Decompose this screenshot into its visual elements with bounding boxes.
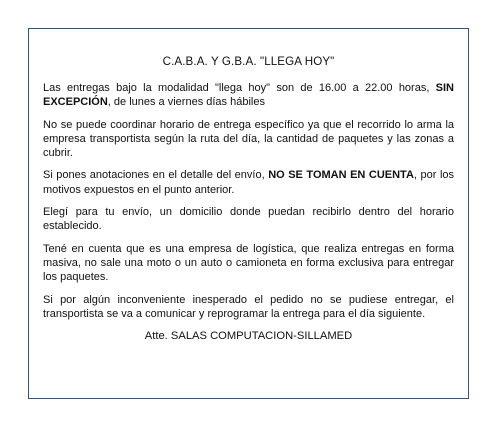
paragraph-text: No se puede coordinar horario de entrega específico ya que el recorrido lo arma la empresa transportista según la ruta del día, la cantidad de paquetes y las zonas a cubrir. [43,118,454,160]
paragraph-text: Si por algún inconveniente inesperado el pedido no se pudiese entregar, el transportista se va a comunicar y reprogramar la entrega para el día siguiente. [43,293,454,320]
paragraph-text: Las entregas bajo la modalidad "llega hoy" son de 16.00 a 22.00 horas, [43,82,436,94]
paragraph-emphasis: SIN EXCEPCIÓN [43,82,454,109]
paragraph-text: , por los motivos expuestos en el punto anterior. [43,169,454,196]
paragraph-no-schedule [43,118,454,161]
paragraph-text: Si pones anotaciones en el detalle del envío, [43,169,269,182]
notice-title: C.A.B.A. Y G.B.A. "LLEGA HOY" [162,55,335,68]
paragraph-text: , de lunes a viernes días hábiles [107,96,265,109]
paragraph-text: Tené en cuenta que es una empresa de logística, que realiza entregas en forma masiva, no sale una moto o un auto o camioneta en forma exclusiva para entregar los paquetes. [43,242,454,284]
signature: Atte. SALAS COMPUTACION-SILLAMED [144,330,353,343]
paragraph-reschedule [43,293,454,322]
paragraph-emphasis: NO SE TOMAN EN CUENTA [268,169,414,182]
paragraph-notes-ignored [43,168,454,197]
paragraph-text: Elegí para tu envío, un domicilio donde puedan recibirlo dentro del horario establecido. [43,206,454,233]
paragraph-address [43,205,454,234]
paragraph-logistics [43,242,454,285]
notice-box [28,28,469,399]
paragraph-delivery-hours [43,81,454,110]
